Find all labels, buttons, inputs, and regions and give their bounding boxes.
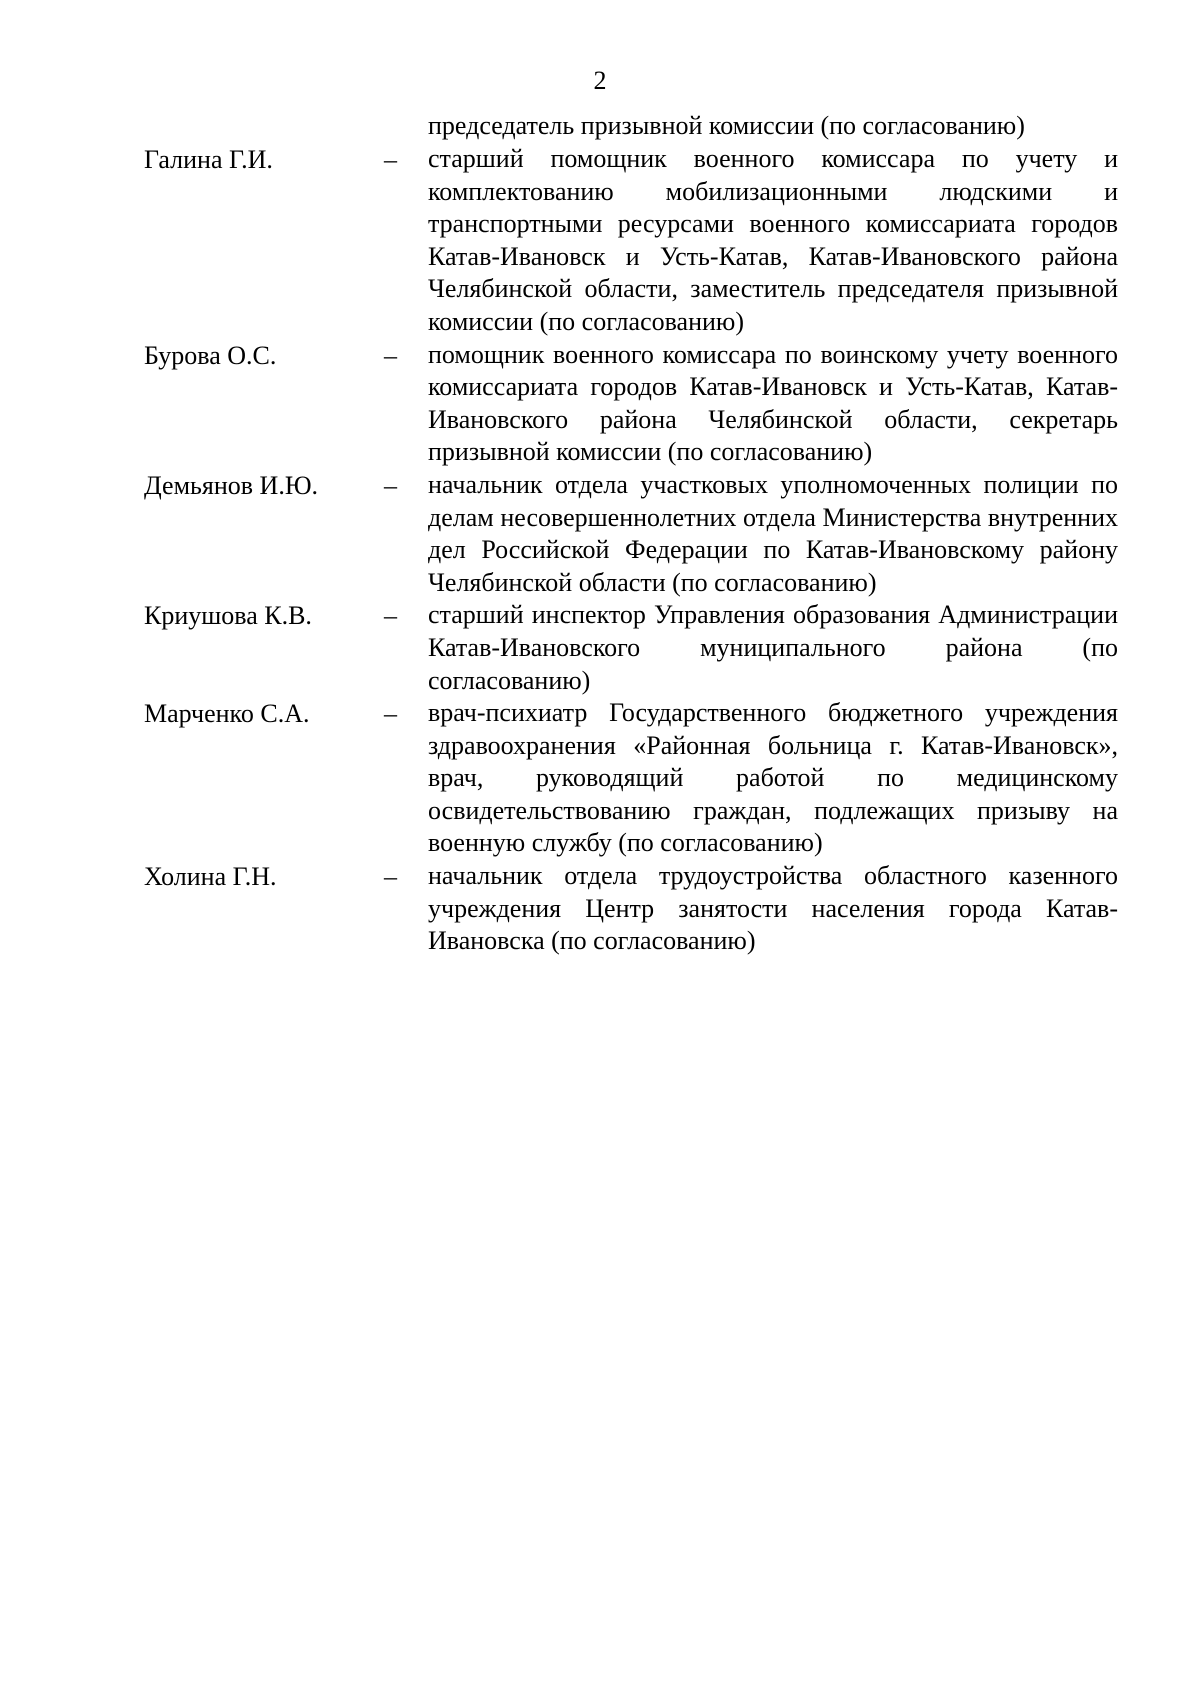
member-dash: – — [384, 470, 397, 500]
member-dash: – — [384, 699, 397, 729]
commission-member-list — [0, 110, 1200, 958]
member-entry — [0, 697, 1200, 860]
member-dash: – — [384, 145, 397, 174]
member-description: начальник отдела трудоустройства областного казенного учреждения Центр занятости населения города Катав-Ивановска (по согласованию) — [428, 861, 1118, 956]
member-dash: – — [384, 862, 397, 892]
member-name: Демьянов И.Ю. — [144, 470, 319, 500]
continuation-entry — [0, 110, 1200, 143]
member-description: начальник отдела участковых уполномоченных полиции по делам несовершеннолетних отдела Министерства внутренних дел Российской Федерации по Катав-Ивановскому району Челябинской области (по согласованию) — [428, 469, 1118, 597]
member-description: врач-психиатр Государственного бюджетного учреждения здравоохранения «Районная больница г. Катав-Ивановск», врач, руководящий работой по медицинскому освидетельствованию граждан, подлежащих призыву на военную службу (по согласованию) — [428, 698, 1118, 858]
page-number: 2 — [593, 66, 607, 95]
member-description: старший помощник военного комиссара по учету и комплектованию мобилизационными людскими и транспортными ресурсами военного комиссариата городов Катав-Ивановск и Усть-Катав, Катав-Ивановского района Челябинской области, заместитель председателя призывной комиссии (по согласованию) — [428, 144, 1118, 336]
continuation-text: председатель призывной комиссии (по согласованию) — [428, 111, 1025, 140]
member-dash: – — [384, 601, 397, 631]
member-entry — [0, 469, 1200, 599]
member-entry — [0, 860, 1200, 958]
member-name: Марченко С.А. — [144, 699, 310, 729]
member-name: Галина Г.И. — [144, 145, 273, 174]
member-entry — [0, 143, 1200, 339]
member-description: старший инспектор Управления образования Администрации Катав-Ивановского муниципального района (по согласованию) — [428, 600, 1118, 695]
member-dash: – — [384, 340, 397, 370]
member-entry — [0, 599, 1200, 697]
member-name: Бурова О.С. — [144, 340, 277, 370]
member-entry — [0, 339, 1200, 469]
member-name: Криушова К.В. — [144, 601, 312, 631]
member-description: помощник военного комиссара по воинскому учету военного комиссариата городов Катав-Ивановск и Усть-Катав, Катав-Ивановского района Челябинской области, секретарь призывной комиссии (по согласованию) — [428, 339, 1118, 467]
member-name: Холина Г.Н. — [144, 862, 277, 892]
